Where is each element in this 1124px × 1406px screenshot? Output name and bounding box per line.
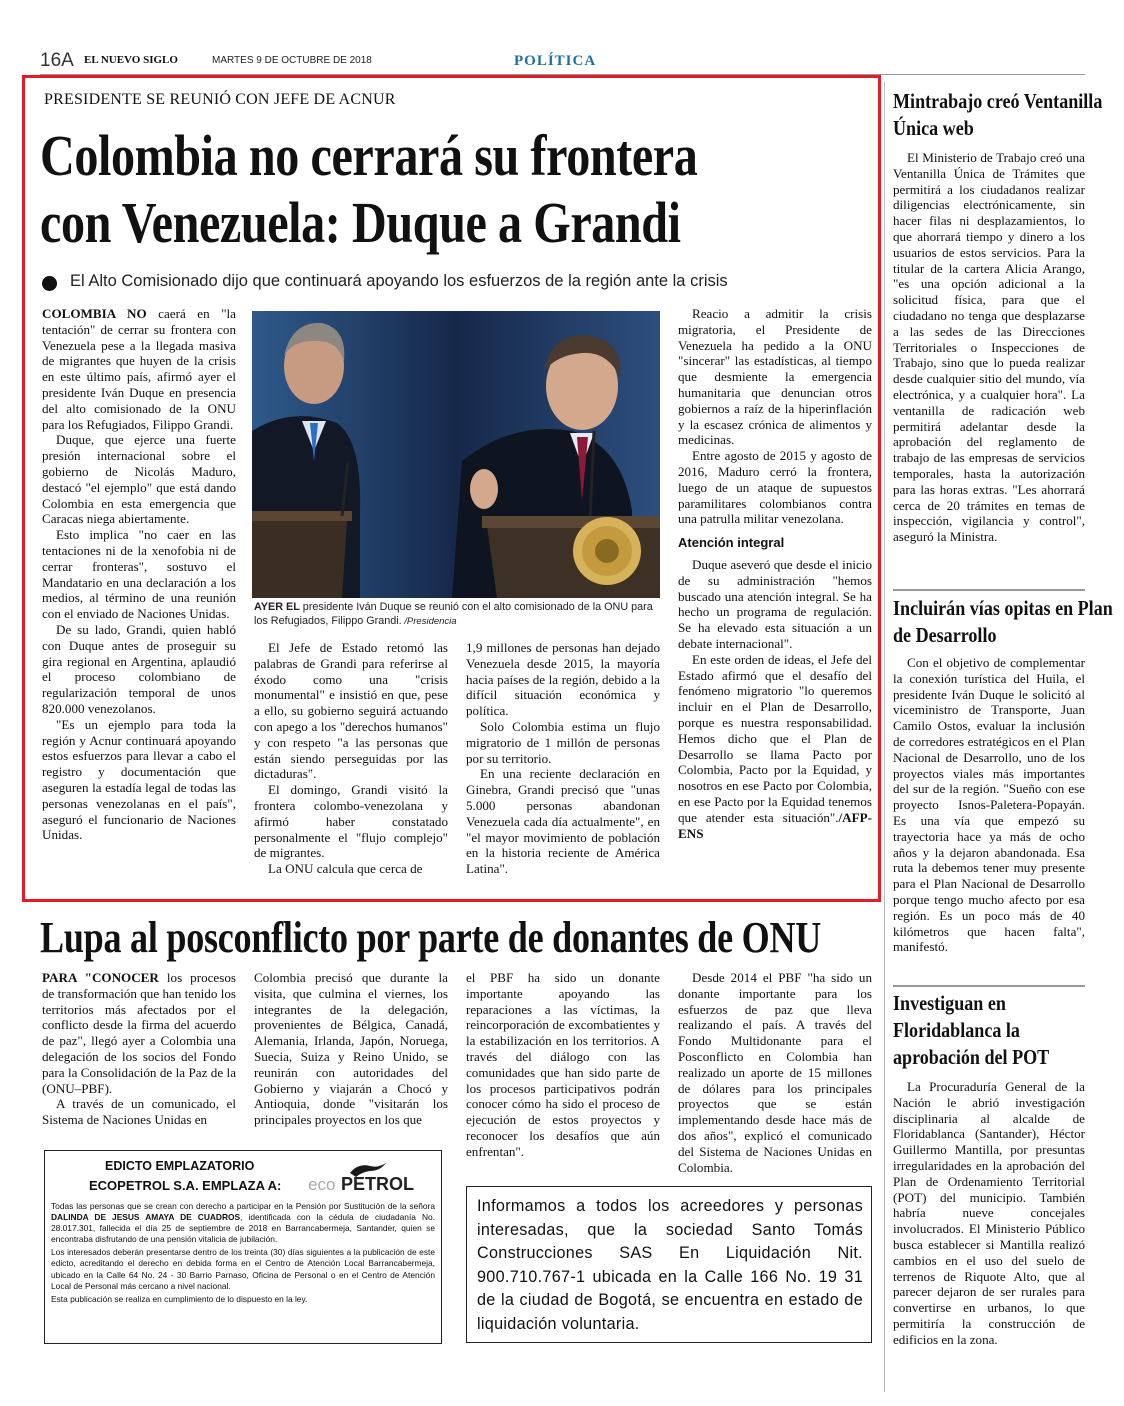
sidebar-title-3: Investiguan en Floridablanca la aprobación del POT [893, 991, 1050, 1069]
article-headline [40, 122, 870, 256]
edicto-title-1: EDICTO EMPLAZATORIO [105, 1159, 255, 1173]
sidebar-story-1 [893, 88, 1103, 545]
article-photo [252, 311, 660, 598]
headline-line-1: Colombia no cerrará su frontera [40, 123, 698, 188]
sidebar-body-3: La Procuraduría General de la Nación le abrió investigación disciplinaria al alcalde de Floridablanca (Santander), Héctor Guillermo Mantilla, por presuntas irregularidades en la aprobación del Plan de Ordenamiento Territorial (POT) del municipio. También habría nueve concejales involucrados. El Ministerio Público busca establecer si Mantilla realizó cambios en el uso del suelo de terrenos de Riquote Alto, que al parecer dejaron de ser rurales para convertirse en urbanos, lo que permitiría la construcción de edificios en la zona. [893, 1079, 1085, 1347]
photo-credit: /Presidencia [401, 616, 457, 627]
page-header [40, 50, 1085, 72]
sidebar-title-1: Mintrabajo creó Ventanilla Única web [893, 89, 1103, 140]
headline-line-2: con Venezuela: Duque a Grandi [40, 190, 681, 255]
main-col-1: COLOMBIA NO caerá en "la tentación" de cerrar su frontera con Venezuela pese a la llegada masiva de migrantes que huyen de la crisis en este último país, afirmó ayer el presidente Iván Duque en presencia del alto comisionado de la ONU para los Refugiados, Filippo Grandi. Duque, que ejerce una fuerte presión internacional sobre el gobierno de Nicolás Maduro, destacó "el ejemplo" que está dando Colombia en esta emergencia que Caracas niega abiertamente. Esto implica "no caer en las tentaciones ni de la xenofobia ni de cerrar fronteras", sostuvo el Mandatario en una declaración a los medios, al término de una reunión con el enviado de Naciones Unidas. De su lado, Grandi, quien habló con Duque antes de proseguir su gira regional en Argentina, aplaudió el proceso colombiano de regularización temporal de unos 820.000 venezolanos. "Es un ejemplo para toda la región y Acnur continuará apoyando estos esfuerzos para llevar a cabo el registro y documentación que aseguren la estadía legal de todas las personas venezolanas en el país", aseguró el funcionario de Naciones Unidas. [42, 306, 236, 843]
sidebar-story-3 [893, 990, 1085, 1348]
main-col-4: Reacio a admitir la crisis migratoria, el Presidente de Venezuela ha pedido a la ONU "sincerar" las estadísticas, al tiempo que desmiente la emergencia humanitaria que denuncian otros gobiernos a raíz de la hiperinflación y la escasez crónica de alimentos y medicinas. Entre agosto de 2015 y agosto de 2016, Maduro cerró la frontera, luego de un ataque de supuestos paramilitares colombianos contra una patrulla militar venezolana. Atención integral Duque aseveró que desde el inicio de su administración "hemos buscado una atención integral. Se ha hecho un programa de regulación. Se ha elevado esta situación a un debate internacional". En este orden de ideas, el Jefe del Estado afirmó que el desafío del fenómeno migratorio "lo queremos incluir en el Plan de Desarrollo, porque es nuestra responsabilidad. Hemos dicho que el Plan de Desarrollo se llama Pacto por Colombia, Pacto por la Equidad, y nosotros en ese Pacto por Colombia, en ese Pacto por la Equidad tenemos que atender esta situación"./AFP-ENS [678, 306, 872, 841]
second-col-3: el PBF ha sido un donante importante apoyando las reparaciones a las víctimas, la reincorporación de excombatientes y la estabilización en los territorios. A través del diálogo con las comunidades que han sido parte de los procesos participativos podrán conocer cómo ha sido el proceso de ejecución de estos proyectos y reconocer los desafíos que aún enfrentan". [466, 970, 660, 1159]
sidebar-body-2: Con el objetivo de complementar la conexión turística del Huila, el presidente Iván Duque le solicitó al viceministro de Transporte, Juan Camilo Ostos, evaluar la inclusión de corredores estratégicos en el Plan Nacional de Desarrollo, uno de los proyectos viales más importantes del sur de la región. "Sueño con ese proyecto Isnos-Paletera-Popayán. Es una vía que empezó su trayectoria hace ya más de ocho años y la dejaron abandonada. Esa ruta la debemos tener muy presente para el Plan Nacional de Desarrollo porque tengo mucho afecto por esa región. Es un poco más de 40 kilómetros que hacen falta", manifestó. [893, 655, 1085, 955]
issue-date: MARTES 9 DE OCTUBRE DE 2018 [212, 55, 372, 66]
signoff: /AFP-ENS [678, 809, 872, 841]
photo-caption: AYER EL presidente Iván Duque se reunió con el alto comisionado de la ONU para los Refugiados, Filippo Grandi. /Presidencia [254, 601, 653, 627]
second-col-2: Colombia precisó que durante la visita, que culmina el viernes, los integrantes de la delegación, provenientes de Bélgica, Canadá, Alemania, Irlanda, Japón, Noruega, Suecia, Suiza y Reino Unido, se reunirán con autoridades del Gobierno y viajarán a Chocó y Antioquia, donde "visitarán los principales proyectos en los que [254, 970, 448, 1128]
main-col-2: El Jefe de Estado retomó las palabras de Grandi para referirse al éxodo como una "crisis monumental" e insistió en que, pese a ello, su gobierno seguirá actuando con apego a los "derechos humanos" y con respeto "a las personas que están siendo perseguidas por las dictaduras". El domingo, Grandi visitó la frontera colombo-venezolana y afirmó haber constatado personalmente el "flujo complejo" de migrantes. La ONU calcula que cerca de [254, 640, 448, 877]
logo-eco: eco [308, 1175, 336, 1194]
second-col-1: PARA "CONOCER los procesos de transformación que han tenido los territorios más afectados por el conflicto desde la firma del acuerdo de paz", llegó ayer a Colombia una delegación de los socios del Fondo para la Consolidación de la Paz de la (ONU–PBF). A través de un comunicado, el Sistema de Naciones Unidas en [42, 970, 236, 1128]
section-subhead: Atención integral [678, 535, 785, 551]
sidebar-divider [884, 82, 885, 1392]
second-headline: Lupa al posconflicto por parte de donantes de ONU [40, 913, 822, 962]
edicto-box [44, 1150, 442, 1344]
photo-illustration [252, 311, 660, 598]
second-col-4: Desde 2014 el PBF "ha sido un donante importante para los esfuerzos de paz que lleva realizando el país. A través del Fondo Multidonante para el Posconflicto en Colombia han realizado un aporte de 15 millones de dólares para los principales proyectos que se están implementando desde hace más de dos años", explicó el comunicado del Sistema de Naciones Unidas en Colombia. [678, 970, 872, 1175]
section-label: POLÍTICA [514, 53, 597, 69]
subhead-text: El Alto Comisionado dijo que continuará apoyando los esfuerzos de la región ante la crisis [70, 272, 728, 290]
newspaper-name: EL NUEVO SIGLO [84, 54, 178, 66]
main-col-3: 1,9 millones de personas han dejado Venezuela desde 2015, la mayoría hacia países de la región, debido a la difícil situación económica y política. Solo Colombia estima un flujo migratorio de 1 millón de personas por su territorio. En una reciente declaración en Ginebra, Grandi precisó que "unas 5.000 personas abandonan Venezuela cada día actualmente", en "el mayor movimiento de población en la historia reciente de América Latina". [466, 640, 660, 877]
sidebar-rule-1 [893, 589, 1085, 591]
sidebar-title-2: Incluirán vías opitas en Plan de Desarrollo [893, 596, 1113, 647]
notice-box [466, 1186, 872, 1343]
edicto-title-2: ECOPETROL S.A. EMPLAZA A: [89, 1178, 282, 1193]
sidebar-body-1: El Ministerio de Trabajo creó una Ventanilla Única de Trámites que permitirá a los ciudadanos realizar diligencias electrónicamente, sin hacer filas ni desplazamientos, lo que ahorrará tiempo y dinero a los usuarios de estos servicios. Para la titular de la cartera Alicia Arango, "es una opción adicional a la solicitud física, para que el ciudadano no tenga que desplazarse a las sedes de las Direcciones Territoriales o Inspecciones de Trabajo, sino que lo pueda realizar desde cualquier sitio del mundo, vía electrónica, y a cualquier hora". La ventanilla de radicación web permitirá adelantar desde la aprobación del reglamento de trabajo de las empresas de servicios temporales, hasta la autorización para las horas extras. "Les ahorrará cerca de 20 trámites en temas de inspección, vigilancia y control", aseguró la Ministra. [893, 150, 1085, 545]
page-number: 16A [40, 50, 74, 71]
col1-lead: COLOMBIA NO [42, 306, 147, 321]
sidebar-story-2 [893, 595, 1113, 955]
sidebar-rule-2 [893, 985, 1085, 987]
ecopetrol-logo [308, 1157, 438, 1197]
logo-petrol: PETROL [341, 1174, 415, 1194]
article-kicker: PRESIDENTE SE REUNIÓ CON JEFE DE ACNUR [44, 91, 396, 108]
bullet-icon [42, 276, 57, 291]
notice-text: Informamos a todos los acreedores y personas interesadas, que la sociedad Santo Tomás Construcciones SAS En Liquidación Nit. 900.710.767-1 ubicada en la Calle 166 No. 19 31 de la ciudad de Bogotá, se encuentra en estado de liquidación voluntaria. [477, 1197, 863, 1333]
edicto-body: Todas las personas que se crean con derecho a participar en la Pensión por Sustitución de la señora DALINDA DE JESUS AMAYA DE CUADROS, identificada con la cédula de ciudadanía No. 28.017.301, fallecida el día 25 de septiembre de 2018 en Barrancabermeja, Santander, quien se encontraba disfrutando de una pensión vitalicia de jubilación. Los interesados deberán presentarse dentro de los treinta (30) días siguientes a la publicación de este edicto, acreditando el derecho en debida forma en el Centro de Atención Local Barrancabermeja, ubicado en la Calle 64 No. 24 - 30 Barrio Parnaso, Oficina de Personal o en el Centro de Atención Local de Personal más cercano a nivel nacional. Esta publicación se realiza en cumplimiento de lo dispuesto en la ley. [51, 1201, 435, 1304]
